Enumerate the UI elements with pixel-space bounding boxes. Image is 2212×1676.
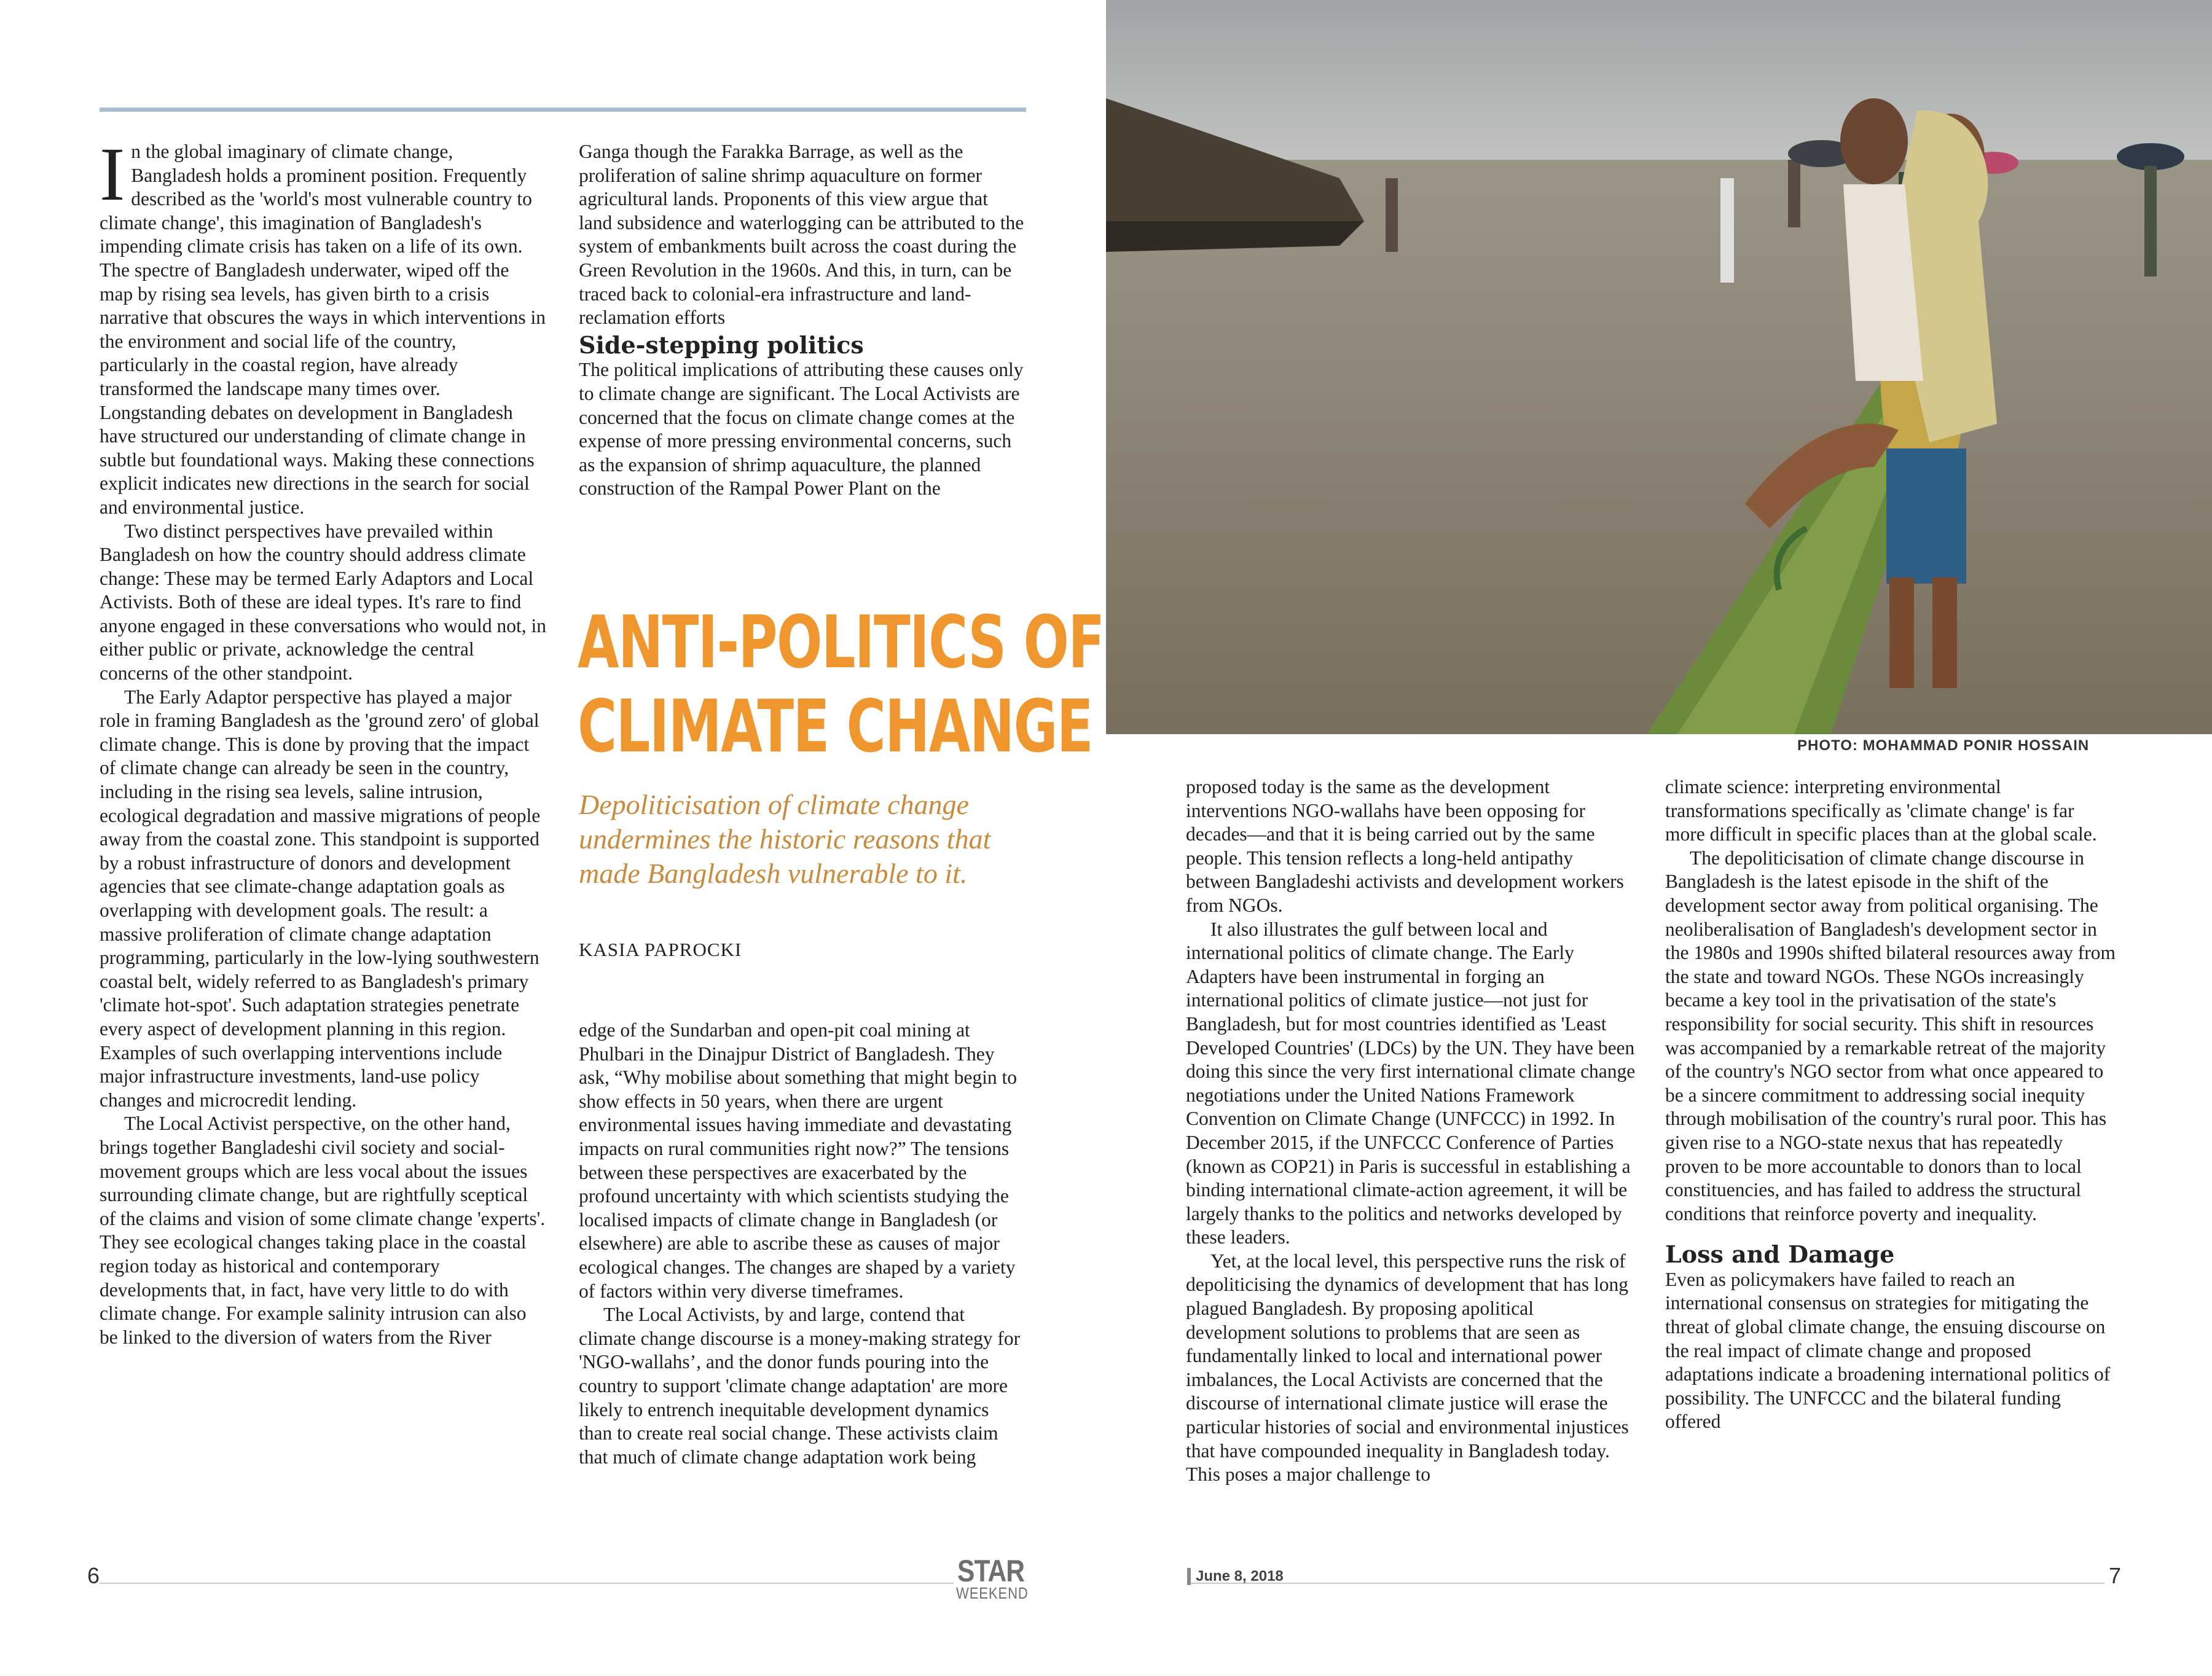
paragraph: edge of the Sundarban and open-pit coal mining at Phulbari in the Dinajpur District of Bangladesh. They ask, “Why mobilise about something that might begin to show effects in 50 years, when there are urgent environmental issues having immediate and devastating impacts on rural communities right now?” The tensions between these perspectives are exacerbated by the profound uncertainty with which scientists studying the localised impacts of climate change in Bangladesh (or elsewhere) are able to ascribe these as causes of major ecological changes. The changes are shaped by a variety of factors within very diverse timeframes.	[579, 1019, 1018, 1302]
column-2-top	[579, 140, 1025, 501]
issue-date: June 8, 2018	[1196, 1568, 1284, 1584]
top-rule	[100, 108, 1026, 112]
column-3	[1186, 775, 1636, 1487]
headline-line-1: ANTI-POLITICS OF	[578, 600, 1104, 684]
headline-line-2: CLIMATE CHANGE	[578, 684, 1092, 769]
byline: KASIA PAPROCKI	[579, 939, 742, 960]
paragraph: It also illustrates the gulf between local and international politics of climate change. The Early Adapters have been instrumental in forging an international politics of climate justice—not just for Bangladesh, but for most countries identified as 'Least Developed Countries' (LDCs) by the UN. They have been doing this since the very first international climate change negotiations under the United Nations Framework Convention on Climate Change (UNFCCC) in 1992. In December 2015, if the UNFCCC Conference of Parties (known as COP21) in Paris is successful in establishing a binding international climate-action agreement, it will be largely thanks to the politics and networks developed by these leaders.	[1186, 918, 1636, 1248]
paragraph: The political implications of attributing these causes only to climate change are significant. The Local Activists are concerned that the focus on climate change comes at the expense of more pressing environmental concerns, such as the expansion of shrimp aquaculture, the planned construction of the Rampal Power Plant on the	[579, 359, 1024, 499]
photo-illustration	[1106, 0, 2212, 734]
deck: Depoliticisation of climate change undermines the historic reasons that made Bangladesh vulnerable to it.	[579, 789, 991, 889]
paragraph: proposed today is the same as the development interventions NGO-wallahs have been opposing for decades—and that it is being carried out by the same people. This tension reflects a long-held antipathy between Bangladeshi activists and development workers from NGOs.	[1186, 776, 1624, 916]
page-number-right: 7	[2109, 1563, 2122, 1588]
column-1	[100, 132, 546, 1349]
paragraph: The Local Activists, by and large, contend that climate change discourse is a money-making strategy for 'NGO-wallahs’, and the donor funds pouring into the country to support 'climate change adaptation' are more likely to entrench inequitable development dynamics than to create real social change. These activists claim that much of climate change adaptation work being	[579, 1304, 1021, 1468]
dropcap: I	[100, 132, 125, 216]
brand-weekend: WEEKEND	[956, 1584, 1029, 1602]
paragraph: The Local Activist perspective, on the other hand, brings together Bangladeshi civil society and social-movement groups which are less vocal about the issues surrounding climate change, but are rightfully sceptical of the claims and vision of some climate change 'experts'. They see ecological changes taking place in the coastal region today as historical and contemporary developments that, in fact, have very little to do with climate change. For example salinity intrusion can also be linked to the diversion of waters from the River	[100, 1113, 546, 1348]
paragraph: n the global imaginary of climate change, Bangladesh holds a prominent position. Frequently described as the 'world's most vulnerable country to climate change', this imagination of Bangladesh's impending climate crisis has taken on a life of its own. The spectre of Bangladesh underwater, wiped off the map by rising sea levels, has given birth to a crisis narrative that obscures the ways in which interventions in the environment and social life of the country, particularly in the coastal region, have already transformed the landscape many times over. Longstanding debates on development in Bangladesh have structured our understanding of climate change in subtle but foundational ways. Making these connections explicit indicates new directions in the search for social and environmental justice.	[100, 141, 546, 518]
paragraph: Two distinct perspectives have prevailed within Bangladesh on how the country should address climate change: These may be termed Early Adaptors and Local Activists. Both of these are ideal types. It's rare to find anyone engaged in these conversations who would not, in either public or private, acknowledge the central concerns of the other standpoint.	[100, 520, 546, 684]
footer-rule-right	[1189, 1583, 2104, 1584]
article-photo	[1106, 0, 2212, 734]
column-4	[1665, 775, 2117, 1434]
paragraph: climate science: interpreting environmental transformations specifically as 'climate change' is far more difficult in specific places than at the global scale.	[1665, 776, 2097, 845]
subhead-side-stepping: Side-stepping politics	[579, 331, 864, 359]
footer-rule-left	[100, 1583, 954, 1584]
paragraph: Yet, at the local level, this perspective runs the risk of depoliticising the dynamics of development that has long plagued Bangladesh. By proposing apolitical development solutions to problems that are seen as fundamentally linked to local and international power imbalances, the Local Activists are concerned that the discourse of international climate justice will erase the particular histories of social and environmental injustices that have compounded inequality in Bangladesh today. This poses a major challenge to	[1186, 1250, 1629, 1486]
photo-credit: PHOTO: MOHAMMAD PONIR HOSSAIN	[1797, 737, 2090, 754]
paragraph: Ganga though the Farakka Barrage, as well as the proliferation of saline shrimp aquaculture on former agricultural lands. Proponents of this view argue that land subsidence and waterlogging can be attributed to the system of embankments built across the coast during the Green Revolution in the 1960s. And this, in turn, can be traced back to colonial-era infrastructure and land-reclamation efforts	[579, 141, 1024, 329]
paragraph: The Early Adaptor perspective has played a major role in framing Bangladesh as the 'ground zero' of global climate change. This is done by proving that the impact of climate change can already be seen in the country, including in the rising sea levels, saline intrusion, ecological degradation and massive migrations of people away from the coastal zone. This standpoint is supported by a robust infrastructure of donors and development agencies that see climate-change adaptation goals as overlapping with development goals. The result: a massive proliferation of climate change adaptation programming, particularly in the low-lying southwestern coastal belt, widely referred to as Bangladesh's primary 'climate hot-spot'. Such adaptation strategies penetrate every aspect of development planning in this region. Examples of such overlapping interventions include major infrastructure investments, land-use policy changes and microcredit lending.	[100, 686, 541, 1111]
subhead-loss-and-damage: Loss and Damage	[1665, 1240, 1895, 1269]
brand-star: STAR	[957, 1554, 1025, 1588]
page-number-left: 6	[87, 1563, 100, 1588]
date-marker	[1187, 1568, 1191, 1585]
paragraph: The depoliticisation of climate change discourse in Bangladesh is the latest episode in the shift of the development sector away from political organising. The neoliberalisation of Bangladesh's development sector in the 1980s and 1990s shifted bilateral resources away from the state and toward NGOs. These NGOs increasingly became a key tool in the privatisation of the state's responsibility for social security. This shift in resources was accompanied by a remarkable retreat of the majority of the country's NGO sector from what once appeared to be a sincere commitment to addressing social inequity through mobilisation of the country's rural poor. This has given rise to a NGO-state nexus that has repeatedly proven to be more accountable to donors than to local constituencies, and has failed to address the structural conditions that reinforce poverty and inequality.	[1665, 847, 2116, 1224]
column-2-bottom	[579, 1019, 1025, 1469]
paragraph: Even as policymakers have failed to reach an international consensus on strategies for mitigating the threat of global climate change, the ensuing discourse on the real impact of climate change and proposed adaptations indicate a broadening international politics of possibility. The UNFCCC and the bilateral funding offered	[1665, 1268, 2111, 1433]
